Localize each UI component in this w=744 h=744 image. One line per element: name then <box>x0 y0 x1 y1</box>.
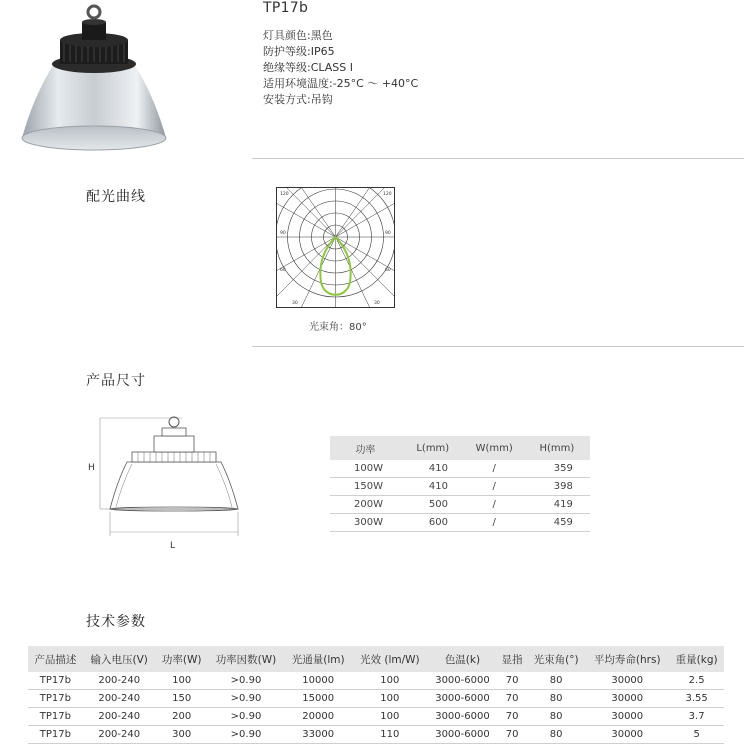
table-cell: 20000 <box>284 708 352 726</box>
table-cell: 110 <box>352 726 428 744</box>
table-cell: 300W <box>330 514 401 532</box>
table-cell: 3000-6000 <box>428 690 498 708</box>
table-cell: 80 <box>527 708 585 726</box>
table-cell: 3000-6000 <box>428 708 498 726</box>
divider <box>252 158 744 159</box>
column-header: 功率(W) <box>156 646 208 672</box>
table-cell: 150 <box>156 690 208 708</box>
divider <box>252 346 744 347</box>
column-header: L(mm) <box>401 436 465 460</box>
angle-label-30-right: 30 <box>374 301 380 306</box>
table-cell: >0.90 <box>208 726 285 744</box>
table-cell: / <box>465 496 524 514</box>
length-label: L <box>170 541 176 551</box>
section-title-tech: 技术参数 <box>86 614 146 630</box>
table-cell: 410 <box>401 478 465 496</box>
table-header-row <box>28 646 724 672</box>
table-cell: 200-240 <box>83 690 156 708</box>
angle-label-60-left: 60 <box>280 268 286 273</box>
table-cell: TP17b <box>28 672 83 690</box>
spec-temperature: 适用环境温度:-25°C ～ +40°C <box>263 77 419 90</box>
angle-label-90-left: 90 <box>280 231 286 236</box>
column-header: 色温(k) <box>428 646 498 672</box>
spec-color: 灯具颜色:黑色 <box>263 29 333 42</box>
product-photo <box>14 0 174 160</box>
table-cell: 300 <box>156 726 208 744</box>
table-cell: 15000 <box>284 690 352 708</box>
angle-label-60-right: 60 <box>385 268 391 273</box>
angle-label-120-right: 120 <box>383 192 392 197</box>
table-cell: 10000 <box>284 672 352 690</box>
table-cell: >0.90 <box>208 690 285 708</box>
table-cell: / <box>465 514 524 532</box>
table-cell: 30000 <box>585 690 669 708</box>
table-cell: 3000-6000 <box>428 672 498 690</box>
column-header: W(mm) <box>465 436 524 460</box>
table-cell: 200-240 <box>83 726 156 744</box>
column-header: 显指 <box>497 646 527 672</box>
column-header: H(mm) <box>524 436 590 460</box>
table-cell: 200 <box>156 708 208 726</box>
column-header: 功率 <box>330 436 401 460</box>
table-row <box>330 478 590 496</box>
spec-list <box>263 28 418 108</box>
table-cell: 80 <box>527 726 585 744</box>
table-cell: 398 <box>524 478 590 496</box>
height-label: H <box>88 463 95 473</box>
table-row <box>330 514 590 532</box>
table-cell: / <box>465 460 524 478</box>
table-cell: 419 <box>524 496 590 514</box>
table-cell: 2.5 <box>669 672 724 690</box>
table-cell: TP17b <box>28 690 83 708</box>
table-cell: 70 <box>497 708 527 726</box>
table-cell: 200-240 <box>83 708 156 726</box>
table-cell: >0.90 <box>208 708 285 726</box>
table-cell: 200-240 <box>83 672 156 690</box>
table-cell: 70 <box>497 726 527 744</box>
angle-label-30-left: 30 <box>292 301 298 306</box>
table-cell: 30000 <box>585 726 669 744</box>
table-cell: 30000 <box>585 672 669 690</box>
angle-label-90-right: 90 <box>385 231 391 236</box>
table-cell: 3.55 <box>669 690 724 708</box>
table-cell: 80 <box>527 690 585 708</box>
table-cell: 100 <box>352 690 428 708</box>
table-row <box>330 496 590 514</box>
column-header: 光效 (lm/W) <box>352 646 428 672</box>
table-cell: 359 <box>524 460 590 478</box>
spec-ip-rating: 防护等级:IP65 <box>263 45 335 58</box>
table-cell: 80 <box>527 672 585 690</box>
table-row <box>28 672 724 690</box>
table-cell: 100 <box>352 672 428 690</box>
table-header-row <box>330 436 590 460</box>
dimensions-table <box>330 436 590 532</box>
beam-angle-label: 光束角：80° <box>309 322 367 333</box>
table-cell: 5 <box>669 726 724 744</box>
table-cell: 100 <box>156 672 208 690</box>
table-cell: 200W <box>330 496 401 514</box>
product-model: TP17b <box>263 0 309 16</box>
dimension-drawing <box>82 412 262 562</box>
column-header: 光束角(°) <box>527 646 585 672</box>
tech-params-table <box>28 646 724 744</box>
column-header: 输入电压(V) <box>83 646 156 672</box>
table-cell: 3000-6000 <box>428 726 498 744</box>
column-header: 功率因数(W) <box>208 646 285 672</box>
table-cell: 70 <box>497 672 527 690</box>
table-cell: 33000 <box>284 726 352 744</box>
table-cell: 3.7 <box>669 708 724 726</box>
table-cell: 70 <box>497 690 527 708</box>
spec-mounting: 安装方式:吊钩 <box>263 93 333 106</box>
table-cell: 100 <box>352 708 428 726</box>
table-cell: >0.90 <box>208 672 285 690</box>
table-cell: 150W <box>330 478 401 496</box>
table-cell: 30000 <box>585 708 669 726</box>
table-row <box>28 690 724 708</box>
table-cell: 459 <box>524 514 590 532</box>
table-cell: 600 <box>401 514 465 532</box>
table-cell: / <box>465 478 524 496</box>
spec-insulation: 绝缘等级:CLASS Ⅰ <box>263 61 353 74</box>
table-row <box>28 708 724 726</box>
table-cell: 500 <box>401 496 465 514</box>
column-header: 产品描述 <box>28 646 83 672</box>
table-row <box>28 726 724 744</box>
table-cell: 100W <box>330 460 401 478</box>
section-title-light-curve: 配光曲线 <box>86 189 146 205</box>
section-title-dimensions: 产品尺寸 <box>86 373 146 389</box>
column-header: 光通量(lm) <box>284 646 352 672</box>
table-row <box>330 460 590 478</box>
column-header: 平均寿命(hrs) <box>585 646 669 672</box>
table-cell: 410 <box>401 460 465 478</box>
table-cell: TP17b <box>28 708 83 726</box>
angle-label-120-left: 120 <box>280 192 289 197</box>
polar-light-distribution-diagram <box>276 187 395 308</box>
column-header: 重量(kg) <box>669 646 724 672</box>
table-cell: TP17b <box>28 726 83 744</box>
